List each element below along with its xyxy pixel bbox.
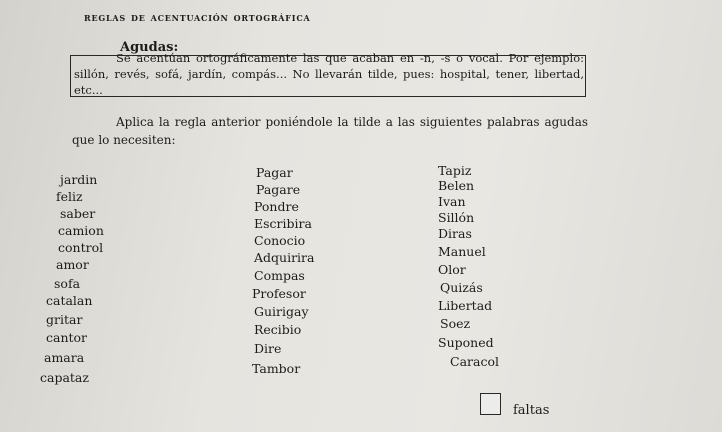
word-right: Belen	[438, 178, 475, 193]
word-right: Olor	[438, 262, 466, 277]
word-left: amor	[56, 257, 89, 272]
word-right: Manuel	[438, 244, 486, 259]
word-left: control	[58, 240, 104, 255]
word-right: Sillón	[438, 210, 475, 225]
word-right: Soez	[440, 316, 471, 331]
word-left: camion	[58, 223, 104, 238]
word-left: gritar	[46, 312, 83, 327]
rule-text	[74, 50, 584, 98]
word-right: Caracol	[450, 354, 499, 369]
word-left: capataz	[40, 370, 89, 385]
rule-heading: Agudas:	[120, 40, 179, 55]
word-middle: Pagare	[256, 182, 301, 197]
word-right: Tapiz	[438, 163, 472, 178]
word-middle: Tambor	[252, 361, 301, 376]
word-left: amara	[44, 350, 85, 365]
word-middle: Dire	[254, 341, 282, 356]
word-left: catalan	[46, 293, 93, 308]
faltas-score-box[interactable]	[480, 393, 501, 415]
word-middle: Escribira	[254, 216, 312, 231]
word-middle: Pondre	[254, 199, 299, 214]
word-middle: Guirigay	[254, 304, 309, 319]
word-middle: Recibio	[254, 322, 302, 337]
word-middle: Compas	[254, 268, 305, 283]
word-right: Diras	[438, 226, 472, 241]
word-middle: Conocio	[254, 233, 306, 248]
word-left: cantor	[46, 330, 88, 345]
word-right: Suponed	[438, 335, 494, 350]
word-right: Libertad	[438, 298, 493, 313]
word-left: saber	[60, 206, 96, 221]
word-right: Quizás	[440, 280, 483, 295]
instruction-body: Aplica la regla anterior poniéndole la tilde a las siguientes palabras agudas que lo necesiten:	[72, 115, 588, 147]
word-middle: Profesor	[252, 286, 306, 301]
instruction-text	[72, 113, 588, 149]
worksheet-title: reglas de acentuación ortográfica	[84, 10, 311, 24]
word-left: jardin	[60, 172, 98, 187]
faltas-label: faltas	[513, 403, 550, 418]
rule-text-body: Se acentúan ortográficamente las que acaban en -n, -s o vocal. Por ejemplo: sillón, revés, sofá, jardín, compás... No llevarán tilde, pues: hospital, tener, libertad, etc...	[74, 51, 584, 97]
word-right: Ivan	[438, 194, 466, 209]
word-middle: Pagar	[256, 165, 293, 180]
word-middle: Adquirira	[254, 250, 315, 265]
word-left: sofa	[54, 276, 81, 291]
word-left: feliz	[56, 189, 83, 204]
